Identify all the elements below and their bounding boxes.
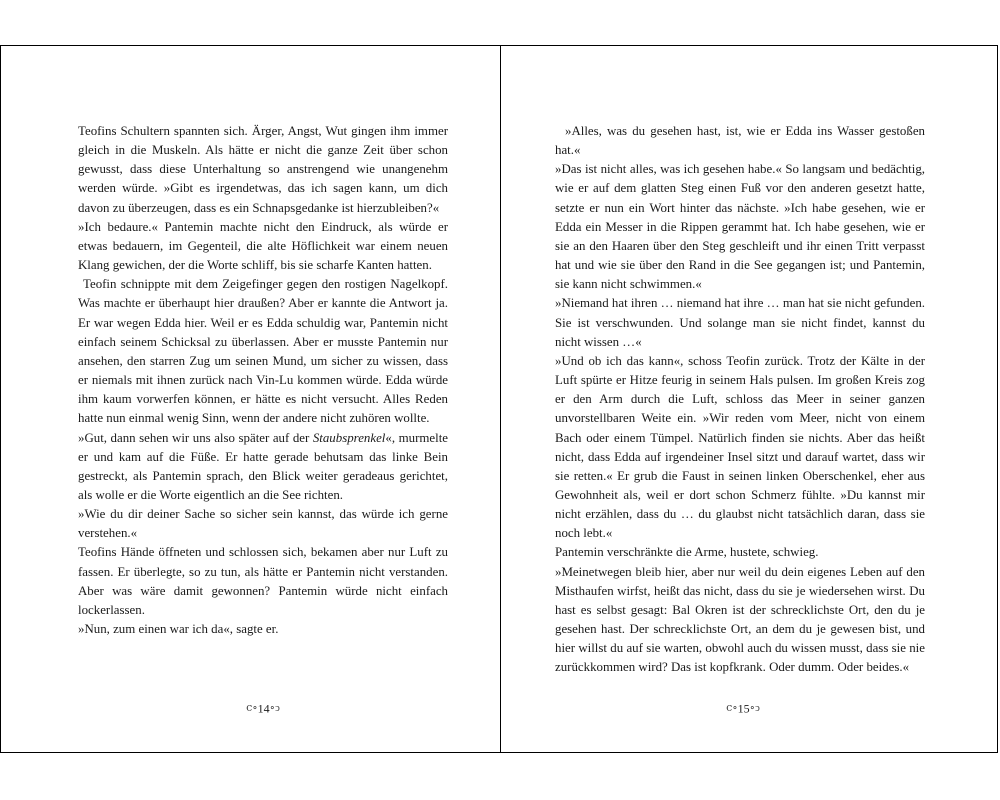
paragraph: Pantemin verschränkte die Arme, hustete, schwieg. (555, 545, 819, 560)
paragraph-part: »Gut, dann sehen wir uns also später auf der (78, 430, 313, 445)
paragraph: Teofins Hände öffneten und schlossen sich, bekamen aber nur Luft zu fassen. Er überlegte, so zu tun, als hätte er Pantemin nicht verstanden. Aber was wäre damit gewonnen? Pantemin würde nicht einfach lockerlassen. (78, 545, 448, 617)
paragraph: »Niemand hat ihren … niemand hat ihre … man hat sie nicht gefunden. Sie ist verschwunden. Und solange man sie nicht findet, kannst du nicht wissen …« (555, 296, 925, 349)
page-number-left (203, 700, 323, 715)
ornament-left-icon: ⅽ∘ (246, 702, 258, 715)
paragraph-part: «, murmelte er und kam auf die Füße. Er hatte gerade behutsam das linke Bein gestreckt, als Pantemin sprach, den Blick weiter geradeaus gerichtet, als wolle er die Worte eigentlich an die See richten. (78, 430, 448, 502)
paragraph: »Und ob ich das kann«, schoss Teofin zurück. Trotz der Kälte in der Luft spürte er Hitze feurig in seinem Hals pulsen. Im großen Kreis zog er den Arm durch die Luft, schloss das Meer in seiner ganzen unvorstellbaren Weite ein. »Wir reden vom Meer, nicht von einem Bach oder einem Tümpel. Natürlich finden sie nichts. Aber das heißt nicht, dass Edda auf irgendeiner Insel sitzt und darauf wartet, dass wir sie retten.« Er grub die Faust in seinen linken Oberschenkel, eher aus Gewohnheit als, weil er dort schon Schmerz fühlte. »Du kannst mir nicht erzählen, dass du … du glaubst nicht tatsächlich daran, dass sie noch lebt.« (555, 353, 925, 541)
paragraph: »Nun, zum einen war ich da«, sagte er. (78, 622, 279, 637)
page-number: 15 (737, 701, 750, 716)
paragraph: »Wie du dir deiner Sache so sicher sein kannst, das würde ich gerne verstehen.« (78, 507, 448, 541)
ornament-right-icon: ∘ↄ (269, 702, 280, 715)
paragraph: »Alles, was du gesehen hast, ist, wie er Edda ins Wasser gestoßen hat.« (555, 124, 925, 158)
paragraph: »Meinetwegen bleib hier, aber nur weil du dein eigenes Leben auf den Misthaufen wirfst, heißt das nicht, dass du sie je wiedersehen wirst. Du hast es selbst gesagt: Bal Okren ist der schrecklichste Ort, den du je gesehen hast. Der schrecklichste Ort, an dem du je gewesen bist, und hier willst du auf sie warten, obwohl auch du wissen musst, dass sie nie zurückkommen wird? Das ist kopfkrank. Oder dumm. Oder beides.« (555, 564, 925, 675)
ornament-left-icon: ⅽ∘ (726, 702, 738, 715)
page-number: 14 (257, 701, 270, 716)
ship-name-italic: Staubsprenkel (312, 430, 386, 445)
paragraph: »Das ist nicht alles, was ich gesehen habe.« So langsam und bedächtig, wie er auf dem glatten Steg einen Fuß vor den anderen gesetzt hatte, setzte er nun ein Wort hinter das nächste. »Ich habe gesehen, wie er Edda ein Messer in die Rippen gerammt hat. Ich habe gesehen, wie er sie an den Haaren über den Steg geschleift und ihr einen Tritt verpasst hat und wie sie über den Rand in die See gegangen ist; und Pantemin, sie kann nicht schwimmen.« (555, 162, 925, 292)
ornament-right-icon: ∘ↄ (749, 702, 760, 715)
left-page-text (78, 122, 448, 639)
paragraph: »Ich bedaure.« Pantemin machte nicht den Eindruck, als würde er etwas bedauern, im Gegenteil, die alte Höflichkeit war einem neuen Klang gewichen, der die Worte schliff, bis sie scharfe Kanten hatten. (78, 219, 448, 273)
page-gutter-divider (500, 45, 501, 753)
paragraph: Teofins Schultern spannten sich. Ärger, Angst, Wut gingen ihm immer gleich in die Muskeln. Als hätte er nicht die ganze Zeit über schon gewusst, dass diese Unterhaltung so anstrengend wie unangenehm werden würde. »Gibt es irgendetwas, das ich sagen kann, um dich davon zu überzeugen, dass es ein Schnapsgedanke ist hierzubleiben?« (78, 124, 448, 215)
page-number-right (683, 700, 803, 715)
paragraph: Teofin schnippte mit dem Zeigefinger gegen den rostigen Nagelkopf. Was machte er überhaupt hier draußen? Aber er kannte die Antwort ja. Er war wegen Edda hier. Weil er es Edda schuldig war, Pantemin nicht einfach seinem Schicksal zu überlassen. Aber er musste Pantemin nur ansehen, den starren Zug um seinen Mund, um sicher zu wissen, dass er niemals mit ihnen zurück nach Vin-Lu kommen würde. Edda würde ihm kaum vorwerfen können, er hätte es nicht versucht. Alles Reden hatte nun einmal wenig Sinn, wenn der andere nicht zuhören wollte. (78, 277, 448, 426)
right-page-text (555, 122, 925, 678)
paragraph (78, 429, 448, 506)
